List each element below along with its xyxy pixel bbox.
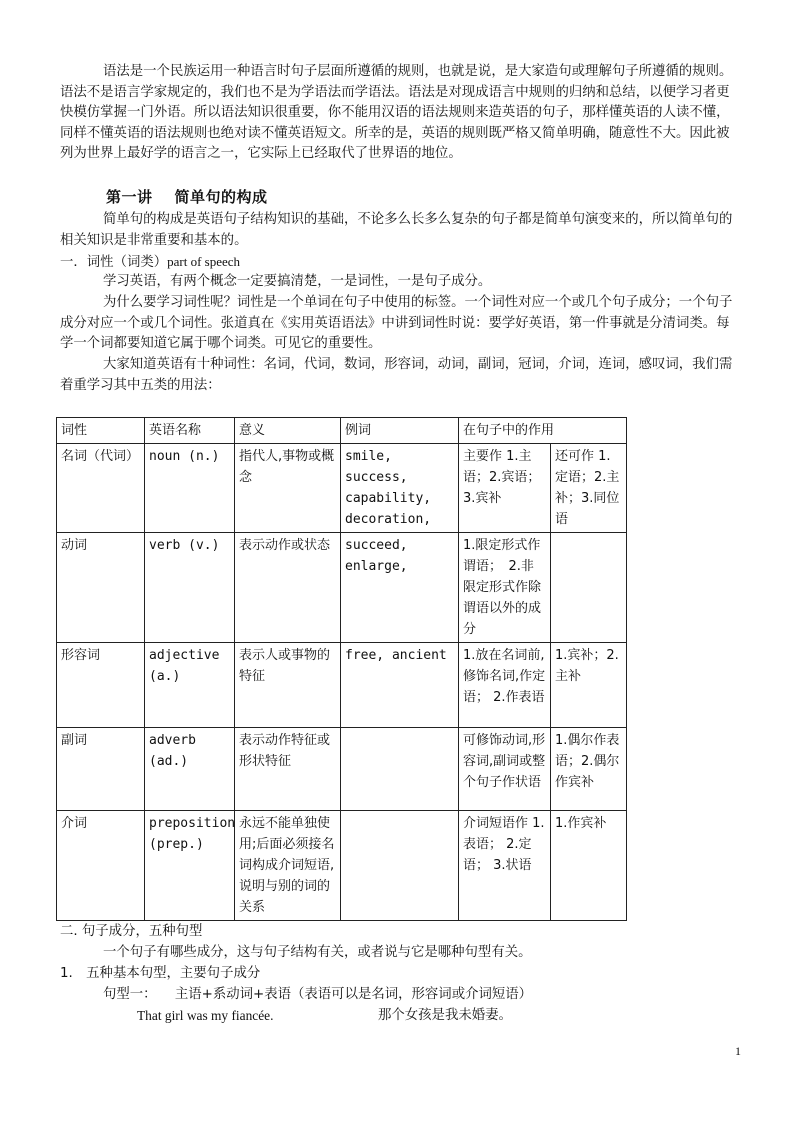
cell-pos: 副词 bbox=[57, 728, 145, 811]
example-sentence-zh: 那个女孩是我未婚妻。 bbox=[378, 1008, 512, 1023]
section2-subheading: 1. 五种基本句型，主要句子成分 bbox=[60, 966, 261, 981]
lecture-heading bbox=[106, 186, 268, 207]
cell-examples: succeed, enlarge, bbox=[341, 533, 459, 643]
pattern-one-label: 句型一： bbox=[103, 987, 157, 1002]
cell-extra-function: 还可作 1.定语；2.主补；3.同位语 bbox=[551, 444, 627, 533]
cell-english-name: adjective (a.) bbox=[145, 643, 235, 728]
cell-english-name: verb (v.) bbox=[145, 533, 235, 643]
table-row bbox=[57, 811, 627, 921]
cell-main-function: 主要作 1.主语；2.宾语；3.宾补 bbox=[459, 444, 551, 533]
cell-extra-function: 1.作宾补 bbox=[551, 811, 627, 921]
table-row bbox=[57, 444, 627, 533]
section1-paragraph-2: 为什么要学习词性呢？词性是一个单词在句子中使用的标签。一个词性对应一个或几个句子成分；一个句子成分对应一个或几个词性。张道真在《实用英语语法》中讲到词性时说：要学好英语，第一件事就是分清词类。每学一个词都要知道它属于哪个词类。可见它的重要性。 bbox=[60, 295, 733, 352]
header-function: 在句子中的作用 bbox=[459, 418, 627, 444]
example-sentence-en: That girl was my fiancée. bbox=[137, 1008, 274, 1023]
cell-examples: free, ancient bbox=[341, 643, 459, 728]
header-examples: 例词 bbox=[341, 418, 459, 444]
section1-heading bbox=[60, 252, 240, 273]
pattern-one-formula: 主语+系动词+表语（表语可以是名词，形容词或介词短语） bbox=[174, 987, 533, 1002]
cell-english-name: preposition (prep.) bbox=[145, 811, 235, 921]
table-row bbox=[57, 643, 627, 728]
lecture-number: 第一讲 bbox=[106, 188, 153, 206]
section1-heading-zh: 一．词性（词类） bbox=[60, 255, 168, 270]
cell-extra-function: 1.宾补；2.主补 bbox=[551, 643, 627, 728]
header-meaning: 意义 bbox=[235, 418, 341, 444]
pattern-one bbox=[103, 985, 532, 1005]
section2-paragraph-1: 一个句子有哪些成分，这与句子结构有关，或者说与它是哪种句型有关。 bbox=[103, 945, 532, 960]
cell-examples: smile, success, capability, decoration, bbox=[341, 444, 459, 533]
cell-pos: 名词（代词） bbox=[57, 444, 145, 533]
cell-main-function: 介词短语作 1.表语； 2.定语； 3.状语 bbox=[459, 811, 551, 921]
section1-paragraph-1: 学习英语，有两个概念一定要搞清楚，一是词性，一是句子成分。 bbox=[103, 274, 492, 289]
cell-english-name: noun (n.) bbox=[145, 444, 235, 533]
cell-meaning: 表示动作或状态 bbox=[235, 533, 341, 643]
cell-pos: 形容词 bbox=[57, 643, 145, 728]
header-english-name: 英语名称 bbox=[145, 418, 235, 444]
cell-main-function: 1.限定形式作谓语； 2.非限定形式作除谓语以外的成分 bbox=[459, 533, 551, 643]
cell-pos: 动词 bbox=[57, 533, 145, 643]
intro-paragraph: 语法是一个民族运用一种语言时句子层面所遵循的规则，也就是说，是大家造句或理解句子所遵循的规则。语法不是语言学家规定的，我们也不是为学语法而学语法。语法是对现成语言中规则的归纳和总结，以便学习者更快模仿掌握一门外语。所以语法知识很重要，你不能用汉语的语法规则来造英语的句子，那样懂英语的人读不懂，同样不懂英语的语法规则也绝对读不懂英语短文。所幸的是，英语的规则既严格又简单明确，随意性不大。因此被列为世界上最好学的语言之一，它实际上已经取代了世界语的地位。 bbox=[60, 64, 733, 162]
cell-english-name: adverb (ad.) bbox=[145, 728, 235, 811]
cell-meaning: 表示动作特征或形状特征 bbox=[235, 728, 341, 811]
section1-heading-en: part of speech bbox=[167, 254, 241, 269]
lecture-intro-paragraph: 简单句的构成是英语句子结构知识的基础，不论多么长多么复杂的句子都是简单句演变来的，所以简单句的相关知识是非常重要和基本的。 bbox=[60, 212, 733, 248]
page-number: 1 bbox=[735, 1044, 741, 1058]
section2-heading: 二. 句子成分，五种句型 bbox=[60, 924, 203, 939]
cell-examples bbox=[341, 811, 459, 921]
section1-paragraph-3: 大家知道英语有十种词性：名词，代词，数词，形容词，动词，副词，冠词，介词，连词，感叹词，我们需着重学习其中五类的用法： bbox=[60, 357, 733, 393]
lecture-title: 简单句的构成 bbox=[174, 188, 268, 206]
table-row bbox=[57, 533, 627, 643]
cell-examples bbox=[341, 728, 459, 811]
cell-main-function: 1.放在名词前,修饰名词,作定语； 2.作表语 bbox=[459, 643, 551, 728]
cell-meaning: 永远不能单独使用;后面必须接名词构成介词短语,说明与别的词的关系 bbox=[235, 811, 341, 921]
cell-meaning: 表示人或事物的特征 bbox=[235, 643, 341, 728]
cell-meaning: 指代人,事物或概念 bbox=[235, 444, 341, 533]
header-pos: 词性 bbox=[57, 418, 145, 444]
table-row bbox=[57, 728, 627, 811]
parts-of-speech-table bbox=[56, 417, 627, 921]
cell-pos: 介词 bbox=[57, 811, 145, 921]
cell-extra-function bbox=[551, 533, 627, 643]
table-header-row bbox=[57, 418, 627, 444]
cell-main-function: 可修饰动词,形容词,副词或整个句子作状语 bbox=[459, 728, 551, 811]
cell-extra-function: 1.偶尔作表语；2.偶尔作宾补 bbox=[551, 728, 627, 811]
